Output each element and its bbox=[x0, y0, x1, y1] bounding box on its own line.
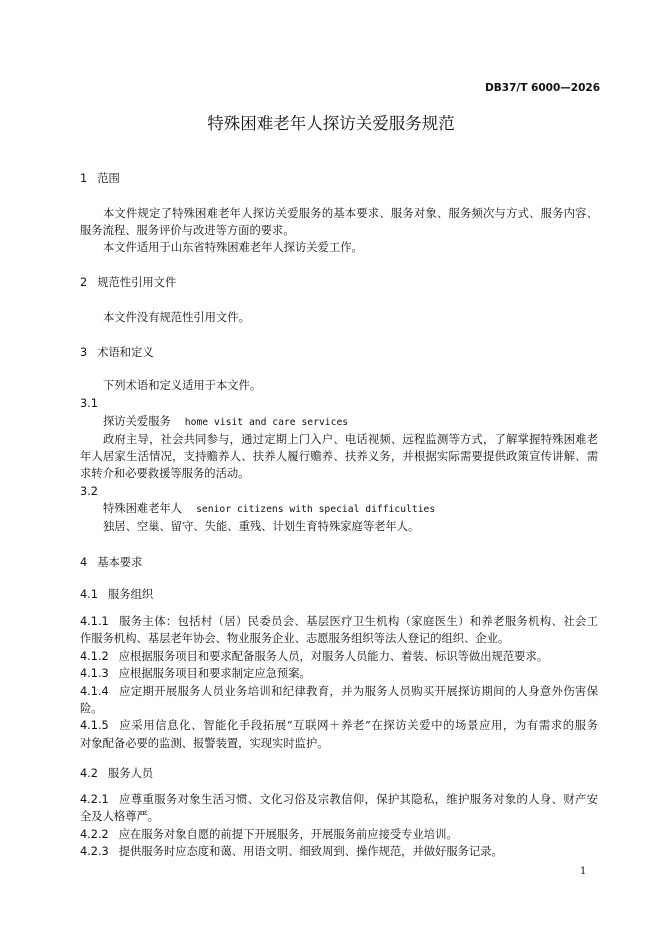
clause-line bbox=[80, 843, 598, 860]
clause-text: 应采用信息化、智能化手段拓展“互联网＋养老”在探访关爱中的场景应用，为有需求的服务 bbox=[118, 718, 598, 732]
normative-references-paragraph: 本文件没有规范性引用文件。 bbox=[103, 310, 250, 324]
clause-number: 4.1.2 bbox=[80, 649, 109, 663]
term-definition-line: 年人居家生活情况，支持赡养人、扶养人履行赡养、扶养义务，并根据实际需要提供政策宣传讲解、需 bbox=[80, 449, 598, 463]
clause-line bbox=[80, 791, 598, 808]
clause-line bbox=[80, 648, 598, 665]
clause-number: 4.1.5 bbox=[80, 718, 109, 732]
clause-number: 4.2.1 bbox=[80, 792, 109, 806]
clause-text: 应根据服务项目和要求制定应急预案。 bbox=[118, 666, 311, 680]
section-title: 规范性引用文件 bbox=[97, 275, 177, 289]
term-entry-3-2 bbox=[80, 483, 598, 535]
clause-text: 应根据服务项目和要求配备服务人员，对服务人员能力、着装、标识等做出规范要求。 bbox=[118, 649, 549, 663]
section-heading-terms bbox=[80, 344, 598, 361]
term-definition-line: 独居、空巢、留守、失能、重残、计划生育特殊家庭等老年人。 bbox=[103, 519, 420, 533]
document-title: 特殊困难老年人探访关爱服务规范 bbox=[207, 114, 455, 133]
section-number: 4 bbox=[80, 555, 88, 569]
term-name-en: home visit and care services bbox=[184, 416, 349, 428]
subsection-number: 4.1 bbox=[80, 587, 98, 601]
document-body bbox=[80, 170, 598, 860]
term-name-zh: 特殊困难老年人 bbox=[103, 501, 183, 515]
term-definition-line: 求转介和必要救援等服务的活动。 bbox=[80, 466, 250, 480]
clause-number: 4.1.3 bbox=[80, 666, 109, 680]
clause-line bbox=[80, 683, 598, 700]
clause-4-1-2 bbox=[80, 648, 598, 665]
scope-paragraph-line: 服务流程、服务评价与改进等方面的要求。 bbox=[80, 223, 295, 237]
clause-line: 对象配备必要的监测、报警装置，实现实时监护。 bbox=[80, 736, 329, 750]
clause-4-2-1 bbox=[80, 791, 598, 825]
clause-line: 全及人格尊严。 bbox=[80, 809, 160, 823]
clause-line bbox=[80, 717, 598, 734]
clause-4-1-1 bbox=[80, 613, 598, 647]
section-normative-references bbox=[80, 274, 598, 326]
term-number: 3.1 bbox=[80, 396, 98, 410]
subsection-service-organization bbox=[80, 586, 598, 752]
section-terms-definitions bbox=[80, 344, 598, 535]
scope-applicability-paragraph: 本文件适用于山东省特殊困难老年人探访关爱工作。 bbox=[103, 240, 363, 254]
term-entry-3-1 bbox=[80, 395, 598, 482]
subsection-heading bbox=[80, 765, 598, 782]
clause-line bbox=[80, 826, 598, 843]
section-number: 1 bbox=[80, 172, 88, 185]
clause-line: 作服务机构、基层老年协会、物业服务企业、志愿服务组织等法人登记的组织、企业。 bbox=[80, 631, 510, 645]
scope-paragraph-line: 本文件规定了特殊困难老年人探访关爱服务的基本要求、服务对象、服务频次与方式、服务内容、 bbox=[103, 206, 598, 220]
term-definition-line: 政府主导，社会共同参与，通过定期上门入户、电话视频、远程监测等方式，了解掌握特殊困难老 bbox=[103, 432, 598, 446]
section-title: 范围 bbox=[97, 172, 120, 185]
terms-intro: 下列术语和定义适用于本文件。 bbox=[103, 378, 262, 392]
document-code: DB37/T 6000—2026 bbox=[485, 82, 600, 94]
clause-4-1-3 bbox=[80, 665, 598, 682]
subsection-title: 服务组织 bbox=[107, 587, 154, 601]
clause-text: 提供服务时应态度和蔼、用语文明、细致周到、操作规范，并做好服务记录。 bbox=[118, 844, 503, 858]
subsection-heading bbox=[80, 586, 598, 603]
clause-number: 4.1.1 bbox=[80, 614, 109, 628]
section-heading-normative-references bbox=[80, 274, 598, 291]
clause-number: 4.1.4 bbox=[80, 684, 109, 698]
page-number: 1 bbox=[580, 866, 587, 877]
section-title: 基本要求 bbox=[97, 555, 143, 569]
section-heading-scope bbox=[80, 170, 598, 187]
clause-text: 应定期开展服务人员业务培训和纪律教育，并为服务人员购买开展探访期间的人身意外伤害保 bbox=[118, 684, 598, 698]
clause-text: 应尊重服务对象生活习惯、文化习俗及宗教信仰，保护其隐私，维护服务对象的人身、财产安 bbox=[118, 792, 598, 806]
section-number: 2 bbox=[80, 275, 88, 289]
clause-number: 4.2.3 bbox=[80, 844, 109, 858]
term-name-zh: 探访关爱服务 bbox=[103, 414, 171, 428]
clause-4-2-2 bbox=[80, 826, 598, 843]
clause-4-1-4 bbox=[80, 683, 598, 717]
section-heading-basic-requirements bbox=[80, 554, 598, 571]
term-name bbox=[80, 413, 598, 431]
subsection-number: 4.2 bbox=[80, 766, 98, 780]
section-title: 术语和定义 bbox=[97, 345, 154, 359]
section-number: 3 bbox=[80, 345, 88, 359]
term-name-en: senior citizens with special difficulties bbox=[196, 503, 436, 515]
clause-4-1-5 bbox=[80, 717, 598, 752]
subsection-service-personnel bbox=[80, 765, 598, 860]
clause-4-2-3 bbox=[80, 843, 598, 860]
clause-line bbox=[80, 665, 598, 682]
clause-text: 服务主体：包括村（居）民委员会、基层医疗卫生机构（家庭医生）和养老服务机构、社会工 bbox=[118, 614, 598, 628]
term-name bbox=[80, 500, 598, 518]
clause-line bbox=[80, 613, 598, 630]
subsection-title: 服务人员 bbox=[107, 766, 154, 780]
section-basic-requirements bbox=[80, 554, 598, 860]
clause-number: 4.2.2 bbox=[80, 827, 109, 841]
clause-line: 险。 bbox=[80, 701, 103, 715]
section-scope bbox=[80, 170, 598, 256]
clause-text: 应在服务对象自愿的前提下开展服务，开展服务前应接受专业培训。 bbox=[118, 827, 458, 841]
term-number: 3.2 bbox=[80, 484, 98, 498]
